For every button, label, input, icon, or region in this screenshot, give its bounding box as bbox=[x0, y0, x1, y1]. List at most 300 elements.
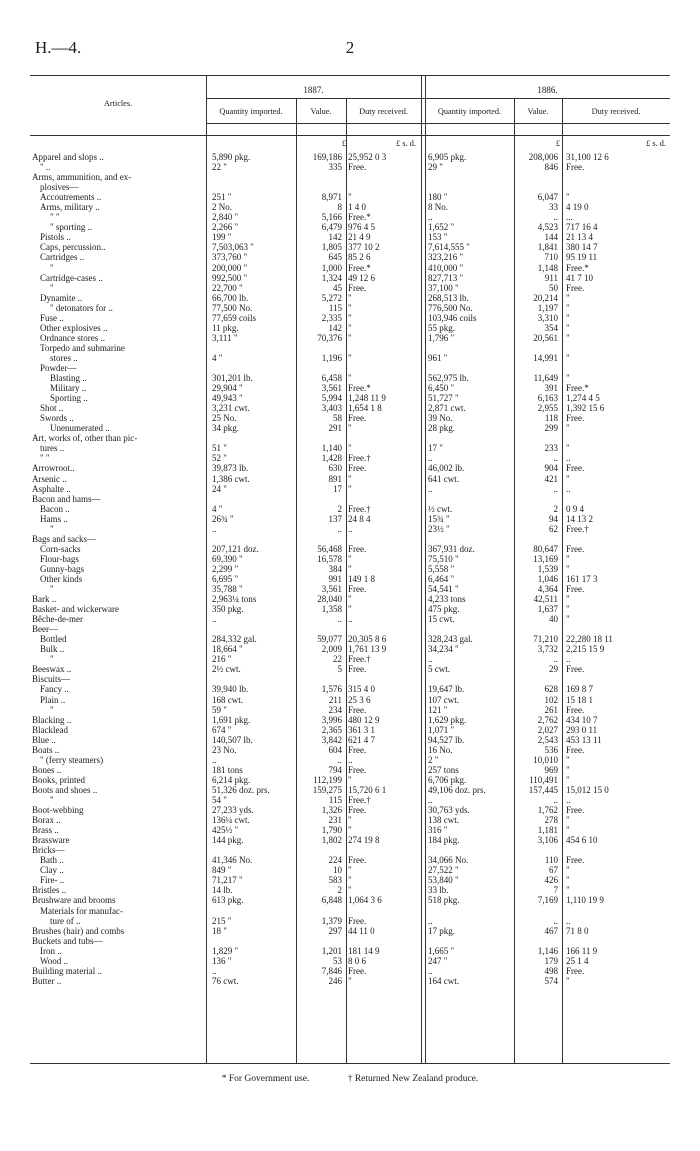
article-cell: Brassware bbox=[32, 835, 70, 846]
duty-1887-cell: Free.* bbox=[348, 212, 371, 223]
value-1887-cell: 142 bbox=[328, 322, 342, 333]
col-header-duty-1886: Duty received. bbox=[591, 107, 641, 116]
col-header-quantity-1886: Quantity imported. bbox=[437, 107, 502, 116]
quantity-1886-cell: .. bbox=[428, 483, 433, 494]
article-cell: Buckets and tubs— bbox=[32, 935, 103, 946]
article-cell: " " bbox=[40, 453, 50, 464]
duty-1886-cell: " bbox=[566, 373, 570, 384]
duty-1887-cell: 621 4 7 bbox=[348, 734, 375, 745]
duty-1886-cell: Free. bbox=[566, 463, 585, 474]
duty-1886-cell: .. bbox=[566, 654, 571, 665]
duty-1887-cell: Free.† bbox=[348, 453, 371, 464]
value-1886-cell: 710 bbox=[544, 252, 558, 263]
quantity-1887-cell: 200,000 " bbox=[212, 262, 248, 273]
value-1886-cell: 1,539 bbox=[537, 563, 558, 574]
table-row bbox=[0, 584, 700, 594]
table-row bbox=[0, 936, 700, 946]
quantity-1886-cell: 328,243 gal. bbox=[428, 634, 473, 645]
duty-1886-cell: 161 17 3 bbox=[566, 573, 598, 584]
duty-1887-cell: 25 3 6 bbox=[348, 694, 371, 705]
value-1887-cell: 2,335 bbox=[321, 312, 342, 323]
quantity-1887-cell: 849 " bbox=[212, 865, 232, 876]
quantity-1887-cell: 6,214 pkg. bbox=[212, 774, 251, 785]
value-1886-cell: .. bbox=[553, 915, 558, 926]
quantity-1886-cell: 184 pkg. bbox=[428, 835, 460, 846]
quantity-1887-cell: 18,664 " bbox=[212, 644, 243, 655]
quantity-1886-cell: 33 lb. bbox=[428, 885, 449, 896]
value-1886-cell: 1,197 bbox=[537, 302, 558, 313]
quantity-1887-cell: .. bbox=[212, 614, 217, 625]
quantity-1886-cell: .. bbox=[428, 212, 433, 223]
duty-1887-cell: Free.* bbox=[348, 262, 371, 273]
article-cell: Art, works of, other than pic- bbox=[32, 433, 138, 444]
article-cell: Fire- .. bbox=[40, 875, 65, 886]
value-1887-cell: 3,842 bbox=[321, 734, 342, 745]
quantity-1887-cell: 4 " bbox=[212, 503, 223, 514]
duty-1886-cell: 71 8 0 bbox=[566, 925, 589, 936]
duty-1886-cell: Free.* bbox=[566, 262, 589, 273]
article-cell: Other kinds bbox=[40, 573, 83, 584]
table-row bbox=[0, 242, 700, 252]
duty-1886-cell: 1,110 19 9 bbox=[566, 895, 604, 906]
quantity-1887-cell: 24 " bbox=[212, 483, 227, 494]
table-row bbox=[0, 212, 700, 222]
table-row bbox=[0, 383, 700, 393]
article-cell: stores .. bbox=[50, 352, 78, 363]
table-row bbox=[0, 303, 700, 313]
quantity-1887-cell: 2½ cwt. bbox=[212, 664, 241, 675]
quantity-1886-cell: 641 cwt. bbox=[428, 473, 459, 484]
article-cell: Brushware and brooms bbox=[32, 895, 116, 906]
quantity-1886-cell: ½ cwt. bbox=[428, 503, 453, 514]
duty-1886-cell: 2,215 15 9 bbox=[566, 644, 605, 655]
quantity-1886-cell: .. bbox=[428, 965, 433, 976]
value-1886-cell: 969 bbox=[544, 764, 558, 775]
article-cell: Sporting .. bbox=[50, 393, 88, 404]
value-1887-cell: 1,196 bbox=[321, 352, 342, 363]
duty-1887-cell: 15,720 6 1 bbox=[348, 784, 387, 795]
article-cell: Wood .. bbox=[40, 955, 69, 966]
quantity-1887-cell: 144 pkg. bbox=[212, 835, 244, 846]
value-1887-cell: 16,578 bbox=[317, 553, 342, 564]
article-cell: " bbox=[50, 523, 54, 534]
duty-1886-cell: Free.† bbox=[566, 523, 589, 534]
article-cell: Bricks— bbox=[32, 845, 65, 856]
col-header-value-1886: Value. bbox=[527, 107, 549, 116]
quantity-1886-cell: 410,000 " bbox=[428, 262, 464, 273]
article-cell: Building material .. bbox=[32, 965, 102, 976]
quantity-1887-cell: 22 " bbox=[212, 162, 227, 173]
table-row bbox=[0, 443, 700, 453]
year-1886-header: 1886. bbox=[537, 85, 558, 95]
duty-1887-cell: " bbox=[348, 352, 352, 363]
quantity-1886-cell: 316 " bbox=[428, 825, 448, 836]
quantity-1887-cell: 51,326 doz. prs. bbox=[212, 784, 270, 795]
quantity-1886-cell: 34,234 " bbox=[428, 644, 459, 655]
quantity-1887-cell: 66,700 lb. bbox=[212, 292, 249, 303]
article-cell: Biscuits— bbox=[32, 674, 71, 685]
quantity-1886-cell: 247 " bbox=[428, 955, 448, 966]
duty-1887-cell: 480 12 9 bbox=[348, 714, 380, 725]
value-1887-cell: 112,199 bbox=[313, 774, 342, 785]
duty-1886-cell: " bbox=[566, 352, 570, 363]
duty-1886-cell: 0 9 4 bbox=[566, 503, 584, 514]
page-number: 2 bbox=[345, 38, 355, 57]
duty-1886-cell: Free. bbox=[566, 744, 585, 755]
article-cell: Unenumerated .. bbox=[50, 423, 110, 434]
value-1887-cell: 115 bbox=[328, 795, 342, 805]
quantity-1886-cell: 268,513 lb. bbox=[428, 292, 469, 303]
quantity-1887-cell: 1,386 cwt. bbox=[212, 473, 250, 484]
article-cell: Shot .. bbox=[40, 403, 64, 414]
duty-1887-cell: 20,305 8 6 bbox=[348, 634, 387, 645]
value-1887-cell: 137 bbox=[328, 513, 342, 524]
table-row bbox=[0, 745, 700, 755]
value-1887-cell: 1,201 bbox=[321, 945, 342, 956]
value-1887-cell: 58 bbox=[333, 413, 342, 424]
quantity-1886-cell: 17 pkg. bbox=[428, 925, 455, 936]
value-1887-cell: 1,324 bbox=[321, 272, 342, 283]
value-1886-cell: 299 bbox=[544, 423, 558, 434]
quantity-1887-cell: 49,943 " bbox=[212, 393, 243, 404]
article-cell: Brass .. bbox=[32, 825, 59, 836]
quantity-1887-cell: 41,346 No. bbox=[212, 855, 253, 866]
quantity-1887-cell: 39,873 lb. bbox=[212, 463, 249, 474]
article-cell: Dynamite .. bbox=[40, 292, 83, 303]
value-1887-cell: 891 bbox=[328, 473, 342, 484]
quantity-1886-cell: 6,905 pkg. bbox=[428, 152, 467, 162]
quantity-1887-cell: 11 pkg. bbox=[212, 322, 239, 333]
value-1887-cell: 159,275 bbox=[312, 784, 342, 795]
duty-1887-cell: Free.† bbox=[348, 503, 371, 514]
duty-1887-cell: " bbox=[348, 423, 352, 434]
article-cell: Bark .. bbox=[32, 594, 57, 605]
value-1886-cell: 6,047 bbox=[537, 192, 558, 203]
duty-1886-cell: Free. bbox=[566, 543, 585, 554]
duty-1886-cell: " bbox=[566, 473, 570, 484]
quantity-1886-cell: 94,527 lb. bbox=[428, 734, 465, 745]
value-1886-cell: 157,445 bbox=[528, 784, 558, 795]
article-cell: Cartridge-cases .. bbox=[40, 272, 103, 283]
unit-lsd: £ s. d. bbox=[396, 139, 416, 148]
value-1886-cell: 13,169 bbox=[533, 553, 558, 564]
duty-1886-cell: 95 19 11 bbox=[566, 252, 598, 263]
table-row bbox=[0, 825, 700, 835]
value-1887-cell: 6,458 bbox=[321, 373, 342, 384]
table-row bbox=[0, 222, 700, 232]
duty-1887-cell: 44 11 0 bbox=[348, 925, 375, 936]
quantity-1887-cell: 1,691 pkg. bbox=[212, 714, 251, 725]
quantity-1886-cell: 49,106 doz. prs. bbox=[428, 784, 486, 795]
duty-1886-cell: Free.* bbox=[566, 383, 589, 394]
duty-1886-cell: " bbox=[566, 614, 570, 625]
quantity-1886-cell: .. bbox=[428, 453, 433, 464]
table-row bbox=[0, 564, 700, 574]
table-row bbox=[0, 373, 700, 383]
duty-1887-cell: " bbox=[348, 774, 352, 785]
value-1887-cell: 169,186 bbox=[312, 152, 342, 162]
article-cell: Military .. bbox=[50, 383, 87, 394]
table-row bbox=[0, 534, 700, 544]
quantity-1886-cell: 5 cwt. bbox=[428, 664, 450, 675]
quantity-1886-cell: 1,665 " bbox=[428, 945, 455, 956]
article-cell: Materials for manufac- bbox=[40, 905, 123, 916]
article-cell: Flour-bags bbox=[40, 553, 79, 564]
value-1887-cell: 45 bbox=[333, 282, 342, 293]
duty-1887-cell: Free. bbox=[348, 915, 367, 926]
duty-1887-cell: " bbox=[348, 332, 352, 343]
duty-1886-cell: 22,280 18 11 bbox=[566, 634, 613, 645]
duty-1887-cell: " bbox=[348, 885, 352, 896]
table-row bbox=[0, 765, 700, 775]
quantity-1886-cell: 5,558 " bbox=[428, 563, 455, 574]
value-1887-cell: 5,166 bbox=[321, 212, 342, 223]
col-header-value-1887: Value. bbox=[310, 107, 332, 116]
value-1886-cell: 3,732 bbox=[537, 644, 558, 655]
value-1886-cell: 7,169 bbox=[537, 895, 558, 906]
value-1887-cell: 645 bbox=[328, 252, 342, 263]
quantity-1886-cell: 54,541 " bbox=[428, 584, 459, 595]
duty-1887-cell: " bbox=[348, 483, 352, 494]
value-1887-cell: 231 bbox=[328, 815, 342, 826]
article-cell: Blasting .. bbox=[50, 373, 87, 384]
quantity-1886-cell: 7,614,555 " bbox=[428, 242, 470, 253]
value-1887-cell: 794 bbox=[328, 764, 342, 775]
duty-1886-cell: " bbox=[566, 192, 570, 203]
document-code: H.—4. bbox=[35, 38, 82, 57]
quantity-1886-cell: 28 pkg. bbox=[428, 423, 455, 434]
quantity-1886-cell: 75,510 " bbox=[428, 553, 459, 564]
value-1887-cell: 17 bbox=[333, 483, 342, 494]
quantity-1886-cell: 776,500 No. bbox=[428, 302, 473, 313]
value-1886-cell: 498 bbox=[544, 965, 558, 976]
value-1887-cell: 6,848 bbox=[321, 895, 342, 906]
duty-1886-cell: Free. bbox=[566, 413, 585, 424]
duty-1887-cell: Free. bbox=[348, 413, 367, 424]
quantity-1887-cell: 6,695 " bbox=[212, 573, 239, 584]
value-1887-cell: 10 bbox=[333, 865, 342, 876]
duty-1887-cell: Free.† bbox=[348, 795, 371, 805]
duty-1887-cell: Free.† bbox=[348, 654, 371, 665]
quantity-1886-cell: 961 " bbox=[428, 352, 448, 363]
value-1887-cell: 1,805 bbox=[321, 242, 342, 253]
table-row bbox=[0, 695, 700, 705]
value-1886-cell: 50 bbox=[549, 282, 558, 293]
duty-1886-cell: ... bbox=[566, 212, 573, 223]
quantity-1886-cell: .. bbox=[428, 654, 433, 665]
article-cell: Brushes (hair) and combs bbox=[32, 925, 125, 936]
quantity-1887-cell: 71,217 " bbox=[212, 875, 243, 886]
article-cell: " bbox=[50, 282, 54, 293]
quantity-1886-cell: 16 No. bbox=[428, 744, 453, 755]
quantity-1886-cell: 103,946 coils bbox=[428, 312, 477, 323]
table-row bbox=[0, 835, 700, 845]
table-row bbox=[0, 333, 700, 343]
article-cell: Bulk .. bbox=[40, 644, 65, 655]
duty-1887-cell: 149 1 8 bbox=[348, 573, 375, 584]
value-1886-cell: 911 bbox=[544, 272, 558, 283]
duty-1886-cell: " bbox=[566, 764, 570, 775]
table-row bbox=[0, 755, 700, 765]
quantity-1886-cell: 164 cwt. bbox=[428, 975, 459, 986]
value-1886-cell: 71,210 bbox=[533, 634, 558, 645]
table-row bbox=[0, 353, 700, 363]
value-1886-cell: 1,148 bbox=[537, 262, 558, 273]
quantity-1887-cell: 2 No. bbox=[212, 202, 232, 213]
value-1886-cell: 574 bbox=[544, 975, 558, 986]
duty-1887-cell: Free. bbox=[348, 162, 367, 173]
quantity-1886-cell: 51,727 " bbox=[428, 393, 459, 404]
quantity-1887-cell: 136 " bbox=[212, 955, 232, 966]
value-1886-cell: .. bbox=[553, 212, 558, 223]
article-cell: Arms, military .. bbox=[40, 202, 100, 213]
quantity-1886-cell: 475 pkg. bbox=[428, 604, 460, 615]
duty-1886-cell: " bbox=[566, 553, 570, 564]
value-1886-cell: 846 bbox=[544, 162, 558, 173]
duty-1887-cell: 25,952 0 3 bbox=[348, 152, 387, 162]
table-row bbox=[0, 674, 700, 684]
table-row bbox=[0, 232, 700, 242]
table-row bbox=[0, 293, 700, 303]
value-1886-cell: 904 bbox=[544, 463, 558, 474]
quantity-1887-cell: .. bbox=[212, 965, 217, 976]
duty-1887-cell: " bbox=[348, 443, 352, 454]
value-1887-cell: 1,140 bbox=[321, 443, 342, 454]
article-cell: Arrowroot.. bbox=[32, 463, 75, 474]
duty-1886-cell: .. bbox=[566, 795, 571, 805]
duty-1886-cell: 31,100 12 6 bbox=[566, 152, 609, 162]
article-cell: tures .. bbox=[40, 443, 65, 454]
quantity-1886-cell: 23½ " bbox=[428, 523, 450, 534]
quantity-1886-cell: 1,629 pkg. bbox=[428, 714, 467, 725]
quantity-1886-cell: 1,071 " bbox=[428, 724, 455, 735]
value-1887-cell: 630 bbox=[328, 463, 342, 474]
table-row bbox=[0, 413, 700, 423]
table-row bbox=[0, 926, 700, 936]
duty-1887-cell: 1 4 0 bbox=[348, 202, 366, 213]
quantity-1887-cell: 425½ " bbox=[212, 825, 239, 836]
value-1886-cell: 421 bbox=[544, 473, 558, 484]
quantity-1887-cell: 140,507 lb. bbox=[212, 734, 253, 745]
table-row bbox=[0, 202, 700, 212]
duty-1887-cell: " bbox=[348, 604, 352, 615]
duty-1887-cell: 21 4 9 bbox=[348, 232, 371, 243]
quantity-1887-cell: 3,231 cwt. bbox=[212, 403, 250, 414]
duty-1886-cell: 14 13 2 bbox=[566, 513, 593, 524]
duty-1886-cell: " bbox=[566, 594, 570, 605]
value-1887-cell: 2 bbox=[337, 885, 342, 896]
value-1886-cell: 62 bbox=[549, 523, 558, 534]
value-1886-cell: 3,106 bbox=[537, 835, 558, 846]
table-row bbox=[0, 544, 700, 554]
value-1886-cell: .. bbox=[553, 795, 558, 805]
table-row bbox=[0, 283, 700, 293]
year-1887-header: 1887. bbox=[303, 85, 324, 95]
quantity-1887-cell: 34 pkg. bbox=[212, 423, 239, 434]
duty-1887-cell: " bbox=[348, 975, 352, 986]
quantity-1887-cell: 23 No. bbox=[212, 744, 237, 755]
table-row bbox=[0, 795, 700, 805]
value-1886-cell: 110 bbox=[544, 855, 558, 866]
year-rule bbox=[206, 98, 670, 99]
quantity-1886-cell: 257 tons bbox=[428, 764, 459, 775]
quantity-1887-cell: 251 " bbox=[212, 192, 232, 203]
quantity-1887-cell: 59 " bbox=[212, 704, 227, 715]
value-1886-cell: 1,841 bbox=[537, 242, 558, 253]
duty-1886-cell: Free. bbox=[566, 805, 585, 816]
value-1887-cell: 115 bbox=[328, 302, 342, 313]
article-cell: Beeswax .. bbox=[32, 664, 72, 675]
value-1887-cell: 2,009 bbox=[321, 644, 342, 655]
duty-1886-cell: 1,392 15 6 bbox=[566, 403, 605, 414]
duty-1887-cell: Free. bbox=[348, 282, 367, 293]
article-cell: Fuse .. bbox=[40, 312, 64, 323]
quantity-1886-cell: 4,233 tons bbox=[428, 594, 466, 605]
duty-1886-cell: " bbox=[566, 815, 570, 826]
quantity-1887-cell: 207,121 doz. bbox=[212, 543, 259, 554]
article-cell: Clay .. bbox=[40, 865, 64, 876]
duty-1886-cell: " bbox=[566, 423, 570, 434]
value-1887-cell: 1,802 bbox=[321, 835, 342, 846]
duty-1887-cell: 1,248 11 9 bbox=[348, 393, 386, 404]
value-1886-cell: 102 bbox=[544, 694, 558, 705]
article-cell: Iron .. bbox=[40, 945, 62, 956]
quantity-1886-cell: 367,931 doz. bbox=[428, 543, 475, 554]
table-row bbox=[0, 554, 700, 564]
quantity-1887-cell: 27,233 yds. bbox=[212, 805, 254, 816]
article-cell: Borax .. bbox=[32, 815, 61, 826]
value-1886-cell: 261 bbox=[544, 704, 558, 715]
value-1886-cell: 20,561 bbox=[533, 332, 558, 343]
article-cell: Powder— bbox=[40, 362, 77, 373]
article-cell: " (ferry steamers) bbox=[40, 754, 104, 765]
article-cell: plosives— bbox=[40, 182, 79, 193]
value-1887-cell: 28,040 bbox=[317, 594, 342, 605]
value-1887-cell: 583 bbox=[328, 875, 342, 886]
value-1887-cell: 384 bbox=[328, 563, 342, 574]
article-cell: Caps, percussion.. bbox=[40, 242, 106, 253]
col-header-duty-1887: Duty received. bbox=[359, 107, 408, 116]
value-1887-cell: 604 bbox=[328, 744, 342, 755]
value-1886-cell: 628 bbox=[544, 684, 558, 695]
quantity-1886-cell: 153 " bbox=[428, 232, 448, 243]
value-1886-cell: 94 bbox=[549, 513, 558, 524]
value-1886-cell: 40 bbox=[549, 614, 558, 625]
column-header-rule bbox=[206, 123, 670, 124]
quantity-1887-cell: 77,659 coils bbox=[212, 312, 256, 323]
value-1886-cell: 11,649 bbox=[533, 373, 558, 384]
quantity-1887-cell: 14 lb. bbox=[212, 885, 233, 896]
quantity-1886-cell: 827,713 " bbox=[428, 272, 464, 283]
duty-1886-cell: Free. bbox=[566, 965, 585, 976]
value-1886-cell: 42,511 bbox=[533, 594, 558, 605]
value-1887-cell: 335 bbox=[328, 162, 342, 173]
table-row bbox=[0, 182, 700, 192]
duty-1887-cell: 85 2 6 bbox=[348, 252, 371, 263]
value-1886-cell: 4,364 bbox=[537, 584, 558, 595]
article-cell: Beer— bbox=[32, 624, 58, 635]
article-cell: Boats .. bbox=[32, 744, 60, 755]
col-header-quantity-1887: Quantity imported. bbox=[219, 107, 283, 116]
duty-1886-cell: 15 18 1 bbox=[566, 694, 593, 705]
quantity-1887-cell: 5,890 pkg. bbox=[212, 152, 251, 162]
duty-1886-cell: " bbox=[566, 332, 570, 343]
quantity-1887-cell: 181 tons bbox=[212, 764, 243, 775]
quantity-1887-cell: 2,840 " bbox=[212, 212, 239, 223]
table-row bbox=[0, 654, 700, 664]
quantity-1887-cell: 2,266 " bbox=[212, 222, 239, 233]
quantity-1887-cell: 52 " bbox=[212, 453, 227, 464]
